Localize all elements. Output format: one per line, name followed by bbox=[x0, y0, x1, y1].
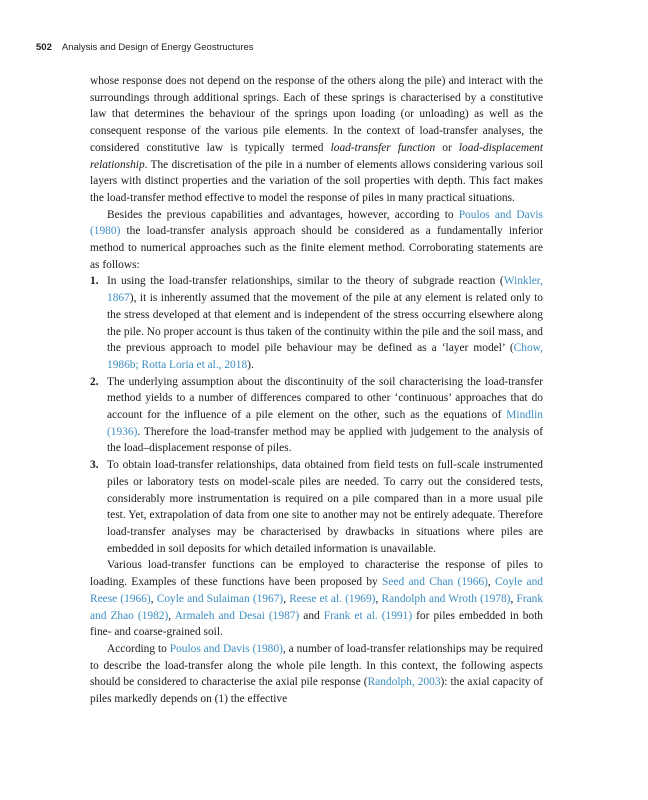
paragraph-4: According to Poulos and Davis (1980), a number of load-transfer relationships may be required to describe the load-transfer along the whole pile length. In this context, the following aspects should be considered to characterise the axial pile response (Randolph, 2003): the axial capacity of piles markedly depends on (1) the effective bbox=[90, 642, 543, 706]
list-item: 2. The underlying assumption about the discontinuity of the soil characterising the load-transfer method yields to a number of differences compared to other ‘continuous’ approaches that do account for the influence of a pile element on the other, such as the equations of Mindlin (1936). Therefore the load-transfer method may be applied with judgement to the analysis of the load–displacement response of piles. bbox=[90, 375, 543, 455]
list-item: 3. To obtain load-transfer relationships, data obtained from field tests on full-scale instrumented piles or laboratory tests on model-scale piles are needed. To carry out the considered tests, considerably more instrumentation is required on a pile compared than in a more usual pile test. Yet, extrapolation of data from one site to another may not be entirely adequate. Therefore load-transfer analyses may be characterised by drawbacks in situations where piles are embedded in soil deposits for which detailed information is unavailable. bbox=[90, 459, 543, 555]
citation-link[interactable]: Winkler, 1867 bbox=[107, 275, 543, 305]
citation-link[interactable]: Randolph, 2003 bbox=[367, 676, 441, 689]
paragraph-3: Various load-transfer functions can be employed to characterise the response of piles to loading. Examples of these functions have been proposed by Seed and Chan (1966), Coyle and Reese (1966), Coyle and Sulaiman (1967), Reese et al. (1969), Randolph and Wroth (1978), Frank and Zhao (1982), Armaleh and Desai (1987) and Frank et al. (1991) for piles embedded in both fine- and coarse-grained soil. bbox=[90, 559, 544, 639]
citation-link[interactable]: Chow, 1986b; Rotta Loria et al., 2018 bbox=[107, 342, 543, 371]
citation-link[interactable]: Frank et al. (1991) bbox=[323, 609, 413, 622]
list-number: 2. bbox=[90, 375, 99, 388]
numbered-list bbox=[90, 273, 543, 557]
body-text bbox=[90, 73, 543, 708]
list-item: 1. In using the load-transfer relationships, similar to the theory of subgrade reaction (Winkler, 1867), it is inherently assumed that the movement of the pile at any element is related only to the stress developed at that element and is independent of the stress occurring elsewhere along the pile. No proper account is thus taken of the continuity within the pile and the soil mass, and the previous approach to model pile behaviour may be defined as a ‘layer model’ (Chow, 1986b; Rotta Loria et al., 2018). bbox=[90, 275, 543, 371]
citation-link[interactable]: Frank and Zhao (1982) bbox=[90, 592, 544, 622]
running-head bbox=[36, 42, 254, 53]
citation-link[interactable]: Reese et al. (1969) bbox=[289, 592, 376, 605]
term-load-transfer-function: load-transfer function bbox=[330, 141, 436, 154]
citation-link[interactable]: Coyle and Sulaiman (1967) bbox=[156, 592, 284, 605]
book-title: Analysis and Design of Energy Geostructures bbox=[61, 42, 254, 53]
paragraph-1: whose response does not depend on the response of the others along the pile) and interact with the surroundings through additional springs. Each of these springs is characterised by a constitutive law that determines the behaviour of the springs upon loading (or unloading) as well as the consequent response of the various pile elements. In the context of load-transfer analyses, the considered constitutive law is typically termed load-transfer function or load-displacement relationship. The discretisation of the pile in a number of elements allows considering various soil layers with distinct properties and the variation of the soil properties with depth. This fact makes the load-transfer method effective to model the response of piles in many practical situations. bbox=[90, 75, 543, 204]
citation-link[interactable]: Coyle and Reese (1966) bbox=[90, 576, 543, 605]
paragraph-2: Besides the previous capabilities and advantages, however, according to Poulos and Davis (1980) the load-transfer analysis approach should be considered as a fundamentally inferior method to numerical approaches such as the finite element method. Corroborating statements are as follows: bbox=[90, 208, 543, 271]
citation-link[interactable]: Armaleh and Desai (1987) bbox=[174, 609, 300, 622]
citation-link[interactable]: Mindlin (1936) bbox=[107, 409, 543, 438]
term-load-displacement-relationship: load-displacement relationship bbox=[90, 141, 543, 171]
page-number: 502 bbox=[36, 42, 52, 53]
list-number: 1. bbox=[90, 275, 99, 288]
list-number: 3. bbox=[90, 459, 99, 472]
citation-link[interactable]: Randolph and Wroth (1978) bbox=[381, 592, 511, 605]
citation-link[interactable]: Poulos and Davis (1980) bbox=[90, 208, 543, 238]
citation-link[interactable]: Seed and Chan (1966) bbox=[382, 576, 488, 589]
citation-link[interactable]: Poulos and Davis (1980) bbox=[169, 642, 283, 655]
